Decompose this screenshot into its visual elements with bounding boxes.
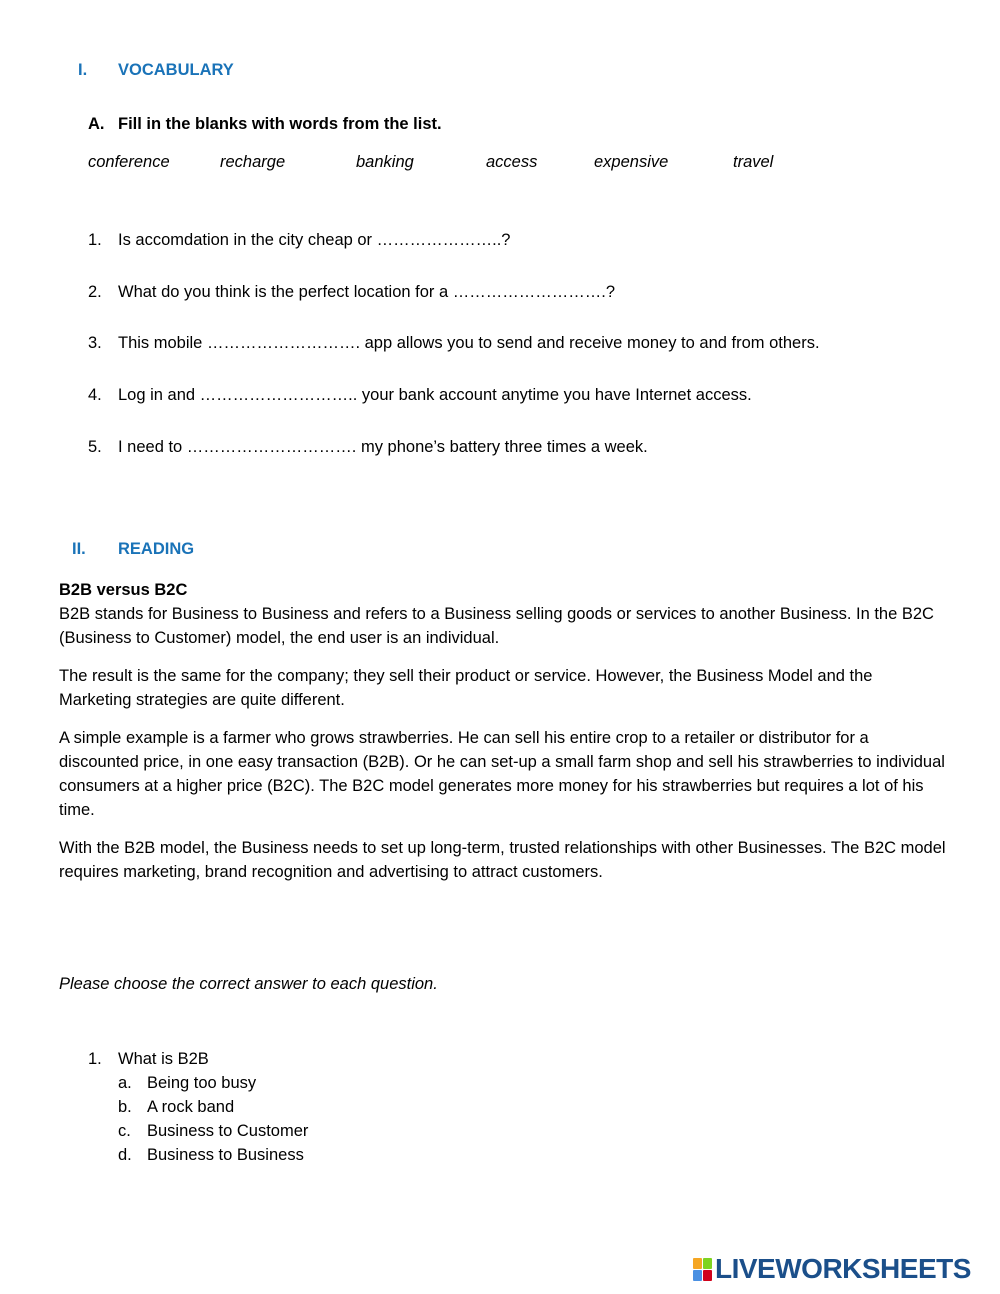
exercise-title: Fill in the blanks with words from the list. [118, 115, 442, 133]
logo-text: LIVEWORKSHEETS [715, 1253, 971, 1284]
article-paragraph: B2B stands for Business to Business and refers to a Business selling goods or services to another Business. In the B2C (Business to Customer) model, the end user is an individual. [59, 605, 934, 647]
liveworksheets-logo [693, 1255, 971, 1283]
article-title: B2B versus B2C [59, 581, 188, 599]
vocab-question-number: 1. [88, 231, 102, 249]
article-paragraph: A simple example is a farmer who grows strawberries. He can sell his entire crop to a retailer or distributor for a discounted price, in one easy transaction (B2B). Or he can set-up a small farm shop and sell his strawberries to individual consumers at a higher price (B2C). The B2C model generates more money for his strawberries but requires a lot of his time. [59, 729, 945, 819]
section-reading-title: READING [118, 540, 195, 558]
vocab-question-number: 2. [88, 283, 102, 301]
word-bank-item: travel [733, 153, 774, 171]
mc-question-number: 1. [88, 1050, 102, 1068]
word-bank-item: recharge [220, 153, 286, 171]
vocab-question-number: 4. [88, 386, 102, 404]
answer-option[interactable]: Business to Customer [147, 1122, 309, 1140]
word-bank-item: banking [356, 153, 414, 171]
vocab-question[interactable]: This mobile ………………………. app allows you to send and receive money to and from others. [118, 334, 820, 352]
vocab-question[interactable]: What do you think is the perfect location for a ……………………….? [118, 283, 616, 301]
answer-option[interactable]: A rock band [147, 1098, 235, 1116]
word-bank-item: access [486, 153, 538, 171]
vocab-question-number: 3. [88, 334, 102, 352]
reading-instruction: Please choose the correct answer to each question. [59, 975, 438, 993]
logo-mark-icon [693, 1258, 712, 1281]
option-letter: d. [118, 1146, 132, 1164]
answer-option[interactable]: Being too busy [147, 1074, 257, 1092]
option-letter: a. [118, 1074, 132, 1092]
exercise-label: A. [88, 115, 105, 133]
vocab-question[interactable]: Log in and ……………………….. your bank account anytime you have Internet access. [118, 386, 752, 404]
vocab-question[interactable]: Is accomdation in the city cheap or …………………..? [118, 231, 511, 249]
word-bank-item: conference [88, 153, 170, 171]
option-letter: c. [118, 1122, 131, 1140]
mc-question-text: What is B2B [118, 1050, 209, 1068]
article-paragraph: With the B2B model, the Business needs to set up long-term, trusted relationships with other Businesses. The B2C model requires marketing, brand recognition and advertising to attract customers. [59, 839, 946, 881]
article-paragraph: The result is the same for the company; they sell their product or service. However, the Business Model and the Marketing strategies are quite different. [59, 667, 873, 709]
section-reading-numeral: II. [72, 540, 86, 558]
word-bank-item: expensive [594, 153, 669, 171]
answer-option[interactable]: Business to Business [147, 1146, 304, 1164]
option-letter: b. [118, 1098, 132, 1116]
section-vocabulary-numeral: I. [78, 61, 88, 79]
section-vocabulary-title: VOCABULARY [118, 61, 234, 79]
vocab-question[interactable]: I need to …………………………. my phone’s battery three times a week. [118, 438, 648, 456]
vocab-question-number: 5. [88, 438, 102, 456]
